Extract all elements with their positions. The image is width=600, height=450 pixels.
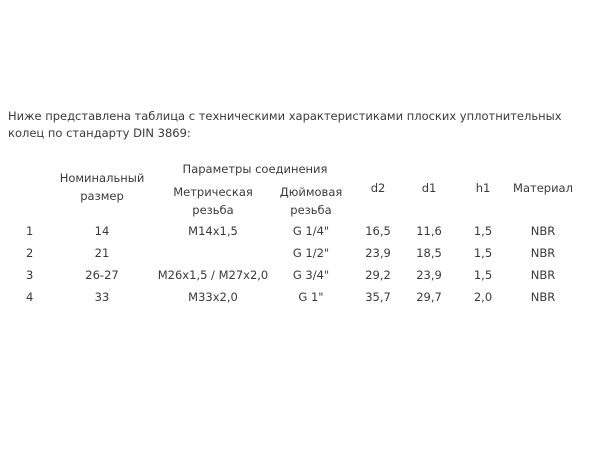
- row-number: 3: [26, 268, 34, 282]
- row-inch-thread: G 3/4": [292, 268, 330, 282]
- row-size: 26-27: [85, 268, 119, 282]
- row-d2: 29,2: [365, 268, 391, 282]
- header-material: Материал: [513, 181, 573, 195]
- row-metric-thread: M26x1,5 / M27x2,0: [157, 268, 269, 282]
- row-material: NBR: [530, 246, 556, 260]
- header-h1: h1: [475, 181, 491, 195]
- header-connection-params: Параметры соединения: [182, 162, 328, 176]
- row-h1: 1,5: [473, 268, 493, 282]
- row-inch-thread: G 1/4": [292, 224, 330, 238]
- row-number: 1: [26, 224, 34, 238]
- row-d1: 23,9: [416, 268, 442, 282]
- row-inch-thread: G 1": [298, 290, 324, 304]
- row-number: 2: [26, 246, 34, 260]
- header-d1: d1: [421, 181, 437, 195]
- row-size: 14: [94, 224, 110, 238]
- header-inch-thread-line2: резьба: [290, 203, 332, 217]
- header-metric-thread-line1: Метрическая: [173, 185, 253, 199]
- header-nominal-size-line2: размер: [80, 189, 124, 203]
- header-d2: d2: [370, 181, 386, 195]
- row-d2: 23,9: [365, 246, 391, 260]
- row-number: 4: [26, 290, 34, 304]
- row-d1: 29,7: [416, 290, 442, 304]
- row-d2: 16,5: [365, 224, 391, 238]
- header-inch-thread-line1: Дюймовая: [279, 185, 343, 199]
- row-material: NBR: [530, 224, 556, 238]
- intro-paragraph: Ниже представлена таблица с техническими характеристиками плоских уплотнительных колец по стандарту DIN 3869:: [8, 109, 562, 140]
- row-h1: 1,5: [473, 224, 493, 238]
- row-material: NBR: [530, 268, 556, 282]
- row-d1: 11,6: [416, 224, 442, 238]
- row-d1: 18,5: [416, 246, 442, 260]
- row-metric-thread: M14x1,5: [188, 224, 238, 238]
- row-inch-thread: G 1/2": [292, 246, 330, 260]
- row-size: 33: [94, 290, 110, 304]
- header-nominal-size-line1: Номинальный: [59, 171, 145, 185]
- row-material: NBR: [530, 290, 556, 304]
- row-metric-thread: M33x2,0: [188, 290, 238, 304]
- row-d2: 35,7: [365, 290, 391, 304]
- row-size: 21: [94, 246, 110, 260]
- row-h1: 2,0: [473, 290, 493, 304]
- row-h1: 1,5: [473, 246, 493, 260]
- header-metric-thread-line2: резьба: [192, 203, 234, 217]
